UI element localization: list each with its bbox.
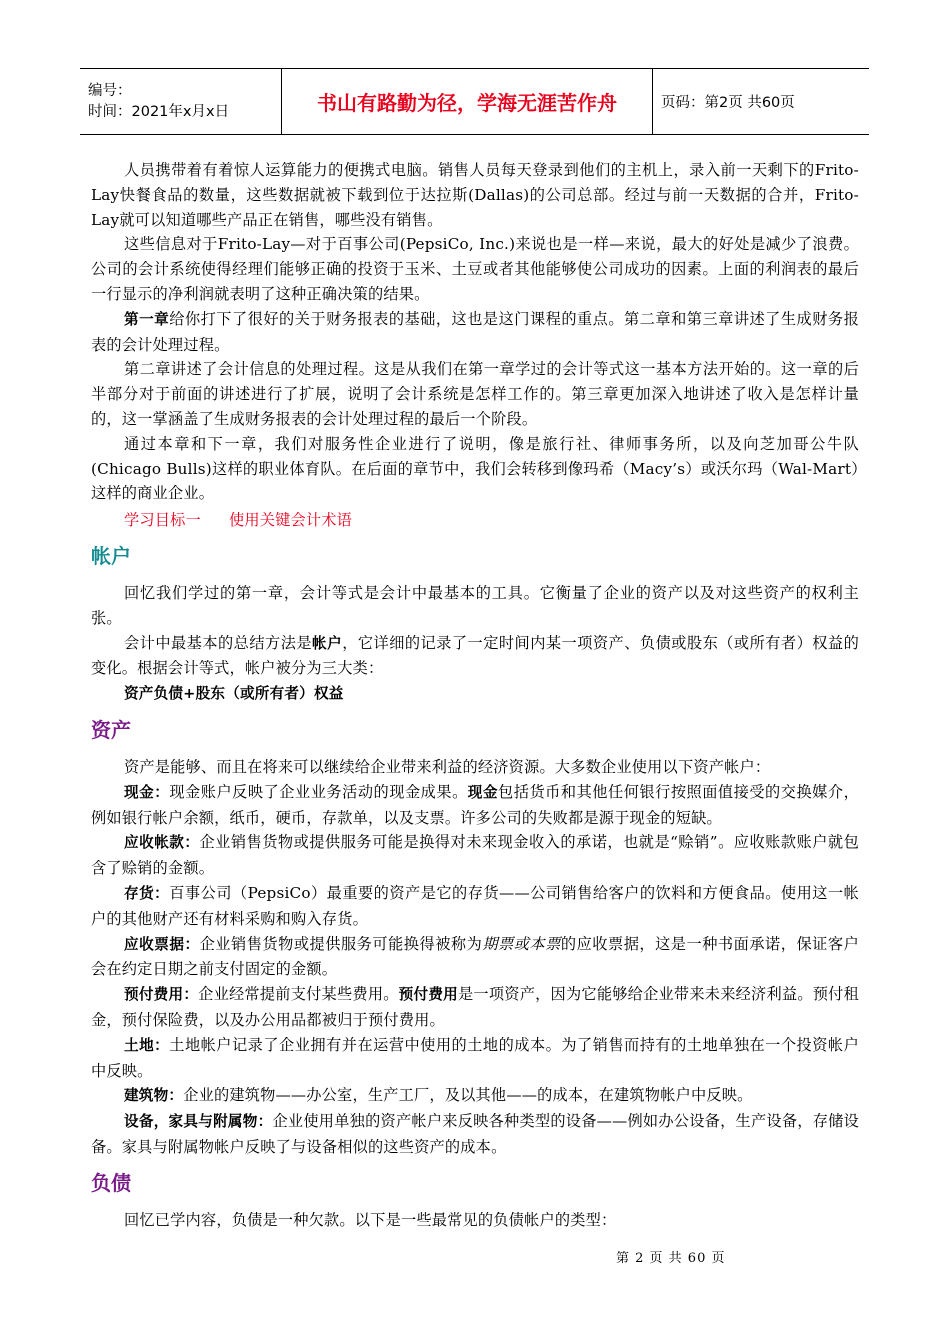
prepaid-term: 预付费用： [124, 986, 199, 1004]
paragraph-equation-recall: 回忆我们学过的第一章，会计等式是会计中最基本的工具。它衡量了企业的资产以及对这些资产的权利主张。 [91, 583, 859, 627]
paragraph-assets-intro: 资产是能够、而且在将来可以继续给企业带来利益的经济资源。大多数企业使用以下资产帐户： [124, 757, 771, 776]
paragraph-account-definition [91, 631, 859, 682]
cash-text-b: 包括货币和其他任何银行按照面值接受的交换媒介，例如银行帐户余额，纸币，硬币，存款单，以及支票。许多公司的失败都是源于现金的短缺。 [91, 782, 859, 827]
inventory-text: 百事公司（PepsiCo）最重要的资产是它的存货——公司销售给客户的饮料和方便食品。使用这一帐户的其他财产还有材料采购和购入存货。 [91, 883, 859, 928]
prepaid-term-2: 预付费用 [398, 986, 458, 1004]
paragraph-equation [91, 681, 859, 707]
paragraph-pepsico: 这些信息对于Frito-Lay—对于百事公司(PepsiCo, Inc.)来说也是一样—来说，最大的好处是减少了浪费。公司的会计系统使得经理们能够正确的投资于玉米、土豆或者其他能够使公司成功的因素。上面的利润表的最后一行显示的净利润就表明了这种正确决策的结果。 [91, 235, 859, 303]
cash-term-2: 现金 [467, 783, 499, 801]
learning-objective [91, 508, 859, 533]
account-definition-b: ，它详细的记录了一定时间内某一项资产、负债或股东（或所有者）权益的变化。根据会计等式，帐户被分为三大类： [91, 633, 859, 678]
nr-text-a: 企业销售货物或提供服务可能换得被称为 [199, 934, 483, 953]
prepaid-text-b: 是一项资产，因为它能够给企业带来未来经济利益。预付租金，预付保险费，以及办公用品都被归于预付费用。 [91, 985, 859, 1029]
inventory-term: 存货： [124, 884, 170, 902]
page-header [80, 68, 869, 135]
header-meta [80, 69, 282, 134]
paragraph-buildings [91, 1083, 859, 1109]
paragraph-liabilities-intro: 回忆已学内容，负债是一种欠款。以下是一些最常见的负债帐户的类型： [124, 1210, 617, 1229]
objective-number: 学习目标一 [124, 511, 201, 530]
document-time-label: 时间：2021年x月x日 [88, 103, 230, 120]
prepaid-text-a: 企业经常提前支付某些费用。 [198, 985, 399, 1004]
ar-term: 应收帐款： [124, 834, 200, 852]
heading-accounts: 帐户 [91, 543, 131, 568]
equation-text: 资产负债+股东（或所有者）权益 [124, 685, 344, 703]
chapter-one-term: 第一章 [124, 310, 170, 328]
paragraph-land [91, 1033, 859, 1084]
paragraph-equipment [91, 1109, 859, 1160]
paragraph-service-business: 通过本章和下一章，我们对服务性企业进行了说明，像是旅行社、律师事务所，以及向芝加哥公牛队(Chicago Bulls)这样的职业体育队。在后面的章节中，我们会转移到像玛希（Macy’s）或沃尔玛（Wal-Mart）这样的商业企业。 [91, 434, 859, 503]
paragraph-chapter-two: 第二章讲述了会计信息的处理过程。这是从我们在第一章学过的会计等式这一基本方法开始的。这一章的后半部分对于前面的讲述进行了扩展，说明了会计系统是怎样工作的。第三章更加深入地讲述了收入是怎样计量的，这一掌涵盖了生成财务报表的会计处理过程的最后一个阶段。 [91, 360, 859, 428]
nr-text-b: 的应收票据，这是一种书面承诺，保证客户会在约定日期之前支付固定的金额。 [91, 934, 859, 979]
paragraph-notes-receivable [91, 932, 859, 983]
nr-italic: 期票或本票 [482, 934, 561, 953]
paragraph-cash [91, 780, 859, 831]
page-footer: 第 2 页 共 60 页 [616, 1251, 726, 1266]
ar-text: 企业销售货物或提供服务可能是换得对未来现金收入的承诺，也就是“赊销”。应收账款账户就包含了赊销的金额。 [91, 833, 859, 878]
buildings-text: 企业的建筑物——办公室，生产工厂，及以其他——的成本，在建筑物帐户中反映。 [183, 1086, 753, 1105]
paragraph-accounts-receivable [91, 830, 859, 881]
paragraph-frito-lay: 人员携带着有着惊人运算能力的便携式电脑。销售人员每天登录到他们的主机上，录入前一天剩下的Frito-Lay快餐食品的数量，这些数据就被下载到位于达拉斯(Dallas)的公司总部。经过与前一天数据的合并，Frito-Lay就可以知道哪些产品正在销售，哪些没有销售。 [91, 161, 859, 229]
account-definition-a: 会计中最基本的总结方法是 [124, 633, 313, 652]
cash-text-a: 现金账户反映了企业业务活动的现金成果。 [169, 782, 468, 801]
paragraph-chapter-one [91, 307, 859, 358]
equipment-term: 设备，家具与附属物： [124, 1113, 273, 1131]
heading-liabilities: 负债 [91, 1170, 131, 1195]
objective-text: 使用关键会计术语 [228, 511, 353, 530]
paragraph-inventory [91, 881, 859, 932]
document-number-label: 编号： [88, 82, 132, 99]
header-page-number: 页码：第2页 共60页 [661, 95, 795, 111]
buildings-term: 建筑物： [124, 1087, 184, 1105]
account-term: 帐户 [312, 634, 343, 652]
chapter-one-text: 给你打下了很好的关于财务报表的基础，这也是这门课程的重点。第二章和第三章讲述了生成财务报表的会计处理过程。 [91, 309, 859, 354]
land-text: 土地帐户记录了企业拥有并在运营中使用的土地的成本。为了销售而持有的土地单独在一个投资帐户中反映。 [91, 1035, 859, 1080]
nr-term: 应收票据： [124, 935, 200, 953]
equipment-text: 企业使用单独的资产帐户来反映各种类型的设备——例如办公设备，生产设备，存储设备。家具与附属物帐户反映了与设备相似的这些资产的成本。 [91, 1112, 859, 1156]
document-body [91, 158, 859, 1232]
header-motto: 书山有路勤为径，学海无涯苦作舟 [282, 69, 653, 134]
cash-term: 现金： [124, 783, 170, 801]
paragraph-prepaid [91, 982, 859, 1033]
heading-assets: 资产 [91, 717, 131, 742]
land-term: 土地： [124, 1036, 170, 1054]
